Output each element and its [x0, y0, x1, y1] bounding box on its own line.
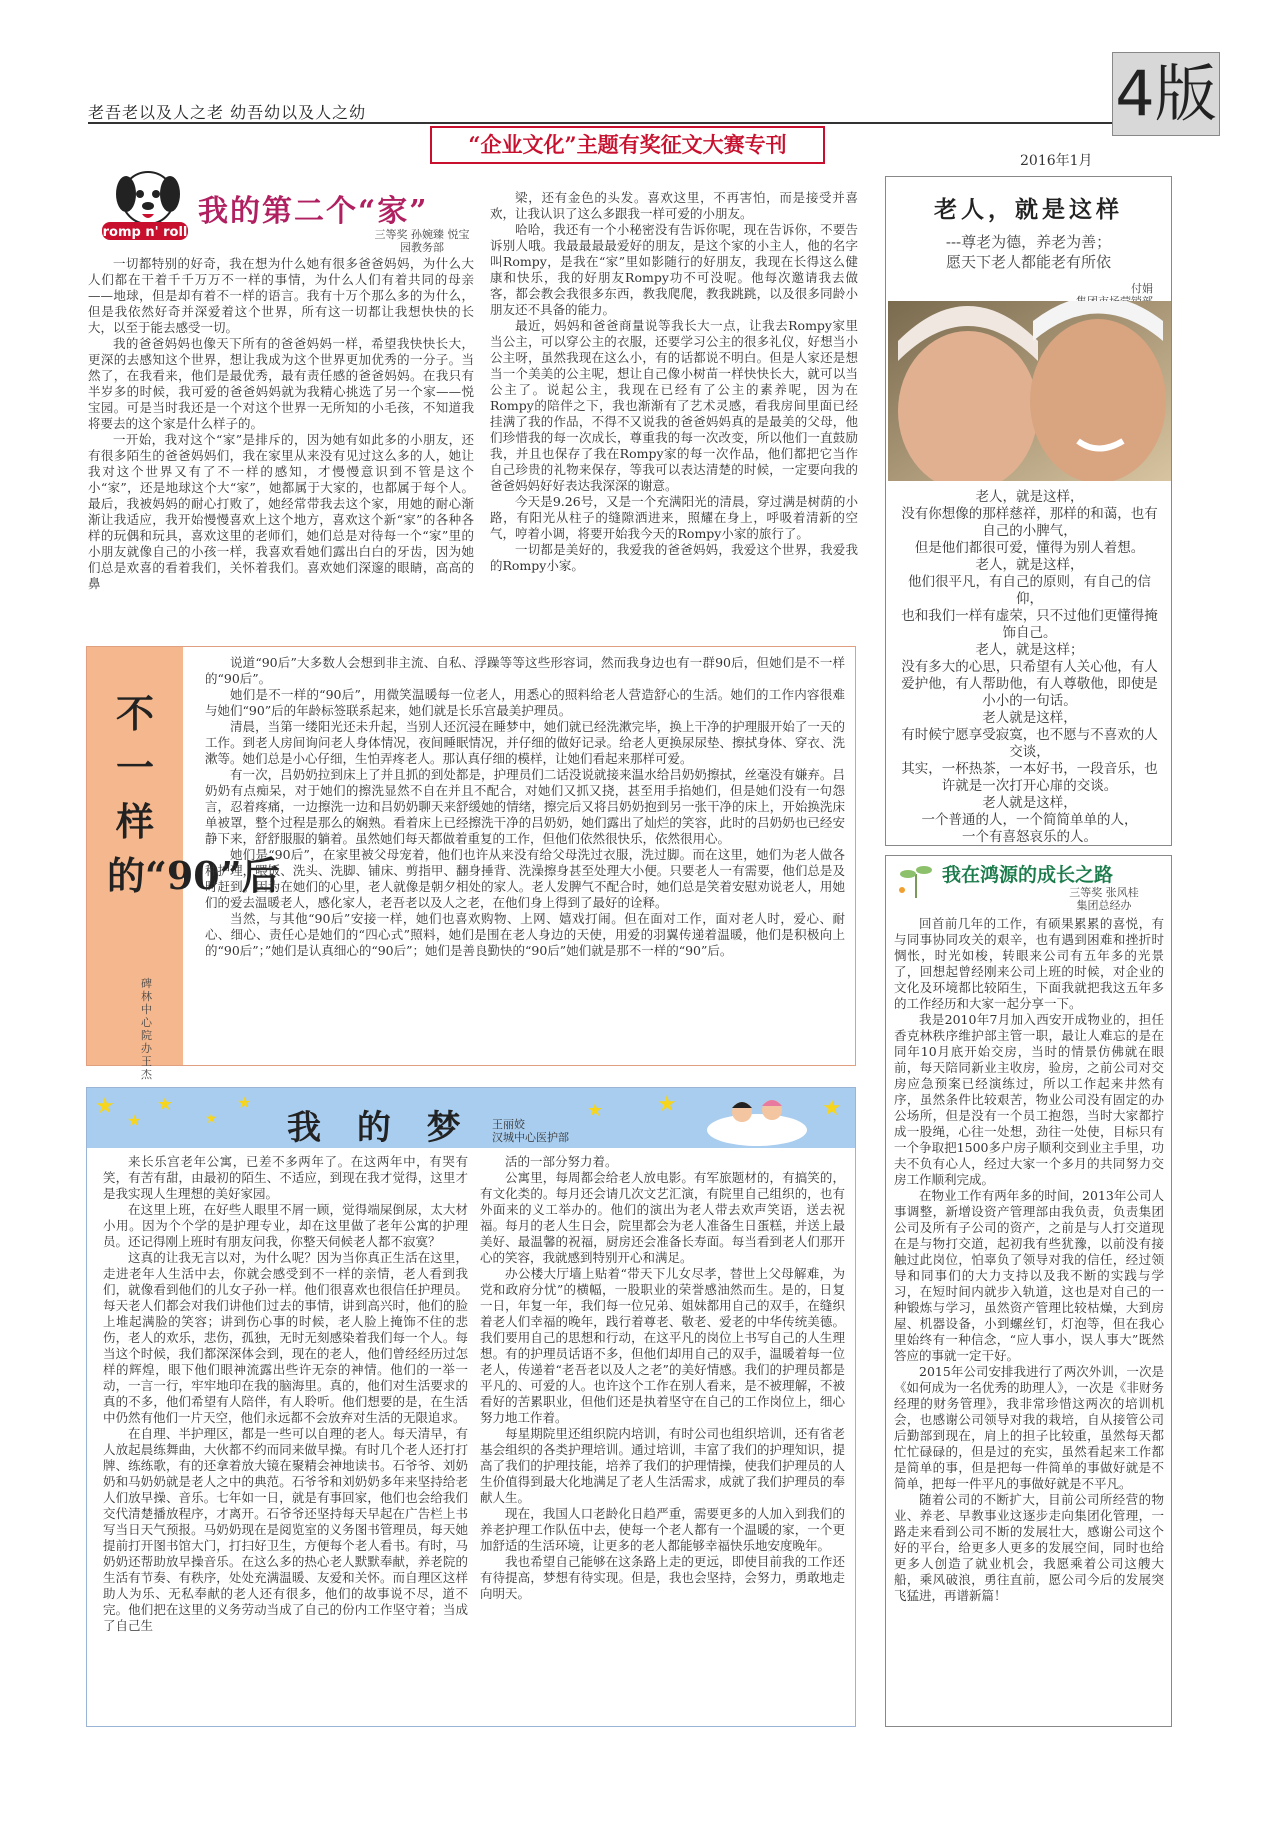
growth-title: 我在鸿源的成长之路	[942, 864, 1114, 886]
paragraph: 我也希望自己能够在这条路上走的更远，即使目前我的工作还有待提高，梦想有待实现。但是，我也会坚持，会努力，勇敢地走向明天。	[480, 1554, 845, 1601]
article-byline: 三等奖 孙婉臻 悦宝园教务部	[374, 228, 470, 254]
paragraph: 说道“90后”大多数人会想到非主流、自私、浮躁等等这些形容词，然而我身边也有一群90后，但她们是不一样的“90后”。	[205, 655, 845, 686]
star-icon: ★	[237, 1093, 252, 1112]
header-motto: 老吾老以及人之老 幼吾幼以及人之幼	[88, 103, 367, 122]
poem-line: 一个有喜怒哀乐的人。	[962, 829, 1097, 845]
kids-on-cloud-illustration	[702, 1088, 812, 1148]
star-icon: ★	[587, 1100, 604, 1121]
poem-text	[896, 489, 1163, 846]
poem-line: 有时候宁愿享受寂寞，也不愿与不喜欢的人交谈，	[901, 727, 1158, 760]
paragraph: 2015年公司安排我进行了两次外训，一次是《如何成为一名优秀的助理人》，一次是《非财务经理的财务管理》，我非常珍惜这两次的培训机会，也感谢公司领导对我的栽培，自从接管公司后勤部到现在，肩上的担子比较重，虽然每天都忙忙碌碌的，但是过的充实，虽然看起来工作都是简单的事，但是把每一件简单的事做好就是不简单，把每一件平凡的事做好就是不平凡。	[894, 1364, 1164, 1491]
paragraph: 一切都特别的好奇，我在想为什么她有很多爸爸妈妈，为什么大人们都在干着千千万万不一样的事情，为什么人们有着共同的母亲——地球，但是却有着不一样的语言。我有十万个那么多的为什么，但是我依然好奇并深爱着这个世界，所有这一切都让我想快快的长大，以至于能去感受一切。	[88, 256, 474, 335]
article-column-right	[490, 190, 858, 630]
poem-line: 其实，一杯热茶，一本好书，一段音乐，也许就是一次打开心扉的交谈。	[901, 761, 1158, 794]
paragraph: 每星期院里还组织院内培训，有时公司也组织培训，还有省老基会组织的各类护理培训。通过培训，丰富了我们的护理知识，提高了我们的护理技能，培养了我们的护理情操，使我们护理员的人生价值得到最大化地满足了老人生活需求，成就了我们护理员的奉献人生。	[480, 1426, 845, 1505]
poem-subtitle: ---尊老为德，养老为善；	[945, 233, 1112, 251]
paragraph: 这真的让我无言以对，为什么呢？因为当你真正生活在这里，走进老年人生活中去，你就会感受到不一样的亲情，老人看到我们，就像看到他们的儿女子孙一样。他们很喜欢也很信任护理员。每天老人们都会对我们讲他们过去的事情，讲到高兴时，他们的脸上堆起满脸的笑容；讲到伤心事的时候，老人脸上掩饰不住的悲伤，老人的欢乐，悲伤，孤独，无时无刻感染着我们每一个人。每当这个时候，我们都深深体会到，现在的老人，他们曾经经历过怎样的辉煌，眼下他们眼神流露出些许无奈的神情。他们的一举一动，一言一行，牢牢地印在我的脑海里。真的，他们对生活要求的真的不多，他们希望有人陪伴，有人聆听。他们想要的是，在生活中仍然有他们一片天空，他们永远都不会放弃对生活的无限追求。	[103, 1250, 468, 1425]
rompy-dog-logo	[100, 168, 190, 244]
poem-line: 也和我们一样有虚荣，只不过他们更懂得掩饰自己。	[901, 608, 1158, 641]
poem-title: 老人，就是这样	[934, 196, 1123, 223]
paragraph: 办公楼大厅墙上贴着“带天下儿女尽孝，替世上父母解难，为党和政府分忧”的横幅，一股职业的荣誉感油然而生。是的，日复一日，年复一年，我们每一位兄弟、姐妹都用自己的双手，在缝织着老人们幸福的晚年，践行着尊老、敬老、爱老的中华传统美德。我们要用自己的思想和行动，在这平凡的岗位上书写自己的人生理想。有的护理员话语不多，但他们却用自己的双手，温暖着每一位老人，传递着“老吾老以及人之老”的美好情感。我们的护理员都是平凡的、可爱的人。也许这个工作在别人看来，是不被理解，不被看好的苦累职业，但他们还是执着坚守在自己的工作岗位上，细心努力地工作着。	[480, 1266, 845, 1425]
star-icon: ★	[205, 1111, 218, 1127]
paragraph: 现在，我国人口老龄化日趋严重，需要更多的人加入到我们的养老护理工作队伍中去，使每一个老人都有一个温暖的家，一个更加舒适的生活环境，让更多的老人都能够幸福快乐地安度晚年。	[480, 1506, 845, 1553]
paragraph: 在这里上班，在好些人眼里不屑一顾，觉得端屎倒尿，太大材小用。因为个个学的是护理专业，却在这里做了老年公寓的护理员。还记得刚上班时有朋友问我，你整天伺候老人都不寂寞？	[103, 1202, 468, 1249]
issue-date: 2016年1月	[1020, 153, 1093, 169]
poem-box	[885, 176, 1172, 846]
star-icon: ★	[822, 1096, 842, 1121]
paragraph: 我是2010年7月加入西安开成物业的，担任香克林秩序维护部主管一职，最让人难忘的是在同年10月底开始交房，当时的情景仿佛就在眼前，每天陪同新业主收房，验房，之前公司对交房应急预案已经演练过，所以工作起来井然有序，虽然条件比较艰苦，物业公司没有固定的办公场所，但是没有一个员工抱怨，当时大家都拧成一股绳，心往一处想，劲往一处使，目标只有一个争取把1500多户房子顺利交到业主手里，功夫不负有心人，经过大家一个多月的共同努力交房工作顺利完成。	[894, 1012, 1164, 1187]
header-rule	[88, 122, 1148, 124]
dream-title: 我 的 梦	[287, 1108, 473, 1148]
plant-illustration	[894, 860, 938, 900]
paragraph: 今天是9.26号，又是一个充满阳光的清晨，穿过满是树荫的小路，有阳光从柱子的缝隙洒进来，照耀在身上，呼吸着清新的空气，哼着小调，将要开始我今天的Rompy小家的旅行了。	[490, 494, 858, 541]
paragraph: 随着公司的不断扩大，目前公司所经营的物业、养老、早教事业这逐步走向集团化管理，一路走来看到公司不断的发展壮大，感谢公司这个好的平台，给更多人更多的发展空间，同时也给更多人创造了就业机会，我愿乘着公司这艘大船，乘风破浪，勇往直前，愿公司今后的发展突飞猛进，再谱新篇！	[894, 1492, 1164, 1603]
article-title: 我的第二个“家”	[198, 194, 429, 229]
paragraph: 回首前几年的工作，有硕果累累的喜悦，有与同事协同攻关的艰辛，也有遇到困难和挫折时惆怅，时光如梭，转眼来公司有五年多的光景了，回想起曾经刚来公司上班的时候，对企业的文化及环境都比较陌生，下面我就把我这五年多的工作经历和大家一起分享一下。	[894, 916, 1164, 1011]
growth-author: 三等奖 张风桂	[1069, 886, 1139, 899]
special-issue-banner: “企业文化”主题有奖征文大赛专刊	[430, 126, 825, 164]
paragraph: 当然，与其他“90后”安接一样，她们也喜欢购物、上网、嬉戏打闹。但在面对工作，面对老人时，爱心、耐心、细心、责任心是她们的“四心式”照料，她们是围在老人身边的天使，用爱的羽翼传递着温暖，他们是积极向上的“90后”；”她们是认真细心的“90后”；她们是善良勤快的“90后”她们就是那不一样的“90”后。	[205, 911, 845, 958]
paragraph: 她们是不一样的“90后”，用微笑温暖每一位老人，用悉心的照料给老人营造舒心的生活。她们的工作内容很难与她们“90”后的年龄标签联系起来，她们就是长乐宫最美护理员。	[205, 687, 845, 718]
poem-line: 但是他们都很可爱，懂得为别人着想。	[914, 540, 1145, 556]
paragraph: 有一次，吕奶奶拉到床上了并且抓的到处都是，护理员们二话没说就接来温水给吕奶奶擦拭，丝毫没有嫌弃。吕奶奶有点痴呆，对于她们的擦洗显然不自在并且不配合，对她们又抓又挠，甚至用手掐她们，但是她们没有一句怨言，忍着疼痛，一边擦洗一边和吕奶奶聊天来舒缓她的情绪，擦完后又将吕奶奶抱到另一张干净的床上，开始换洗床单被罩，整个过程是那么的娴熟。看着床上已经擦洗干净的吕奶奶，她们露出了灿烂的笑容，此时的吕奶奶也已经安静下来，舒舒服服的躺着。虽然她们每天都做着重复的工作，但他们依然很快乐，依然很用心。	[205, 767, 845, 846]
poem-line: 老人就是这样，	[982, 710, 1077, 726]
poem-author: 付娟	[1131, 282, 1153, 295]
growth-box	[885, 855, 1172, 1727]
paragraph: 最近，妈妈和爸爸商量说等我长大一点，让我去Rompy家里当公主，可以穿公主的衣服，还要学习公主的很多礼仪，好想当小公主呀，虽然我现在这么小，有的话都说不明白。但是人家还是想当一个美美的公主呢，想让自己像小树苗一样快快长大，就可以当公主了。说起公主，我现在已经有了公主的素养呢，因为在Rompy的陪伴之下，我也渐渐有了艺术灵感，看我房间里面已经挂满了我的作品，不得不又说我的爸爸妈妈真的是最美的父母，他们珍惜我的每一次成长，尊重我的每一次改变，所以他们一直鼓励我，并且也保存了我在Rompy家的每一次作品，他们都把它当作自己珍贵的礼物来保存，等我可以表达清楚的时候，一定要向我的爸爸妈妈好好表达我深深的谢意。	[490, 318, 858, 493]
dream-box	[86, 1087, 856, 1727]
poem-subtitle: 愿天下老人都能老有所依	[945, 253, 1111, 271]
star-icon: ★	[95, 1094, 115, 1119]
dream-author: 王丽姣	[492, 1118, 525, 1131]
paragraph: 公寓里，每周都会给老人放电影。有军旅题材的，有搞笑的，有文化类的。每月还会请几次文艺汇演，有院里自己组织的，也有外面来的义工举办的。他们的演出为老人带去欢声笑语，送去祝福。每月的老人生日会，院里都会为老人准备生日蛋糕，并送上最美好、最温馨的祝福，厨房还会准备长寿面。每当看到老人们那开心的笑容，我就感到特别开心和满足。	[480, 1170, 845, 1265]
article-column-left	[88, 256, 474, 634]
poem-line: 他们很平凡，有自己的原则，有自己的信仰，	[908, 574, 1151, 607]
dream-author-dept: 汉城中心医护部	[492, 1131, 569, 1144]
dream-header	[87, 1088, 855, 1148]
poem-line: 老人，就是这样，	[975, 489, 1084, 505]
paragraph: 在物业工作有两年多的时间，2013年公司人事调整，新增设资产管理部由我负责，负责集团公司及所有子公司的资产，之前是与人打交道现在是与物打交道，起初我有些犹豫，以前没有接触过此岗位，怕辜负了领导对我的信任，经过领导和同事们的大力支持以及我不断的实践与学习，在短时间内就步入轨道，这也是对自己的一种锻炼与学习，虽然资产管理比较枯燥，大到房屋、机器设备，小到螺丝钉，灯泡等，但在我心里始终有一种信念，“应人事小，误人事大”既然答应的事就一定干好。	[894, 1188, 1164, 1363]
paragraph: 哈哈，我还有一个小秘密没有告诉你呢，现在告诉你，不要告诉别人哦。我最最最最爱好的朋友，是这个家的小主人，他的名字叫Rompy，是我在“家”里如影随行的好朋友，我现在长得这么健康和快乐，我的好朋友Rompy功不可没呢。他每次邀请我去做客，都会教会我很多东西，教我爬爬，教我跳跳，以及很多同龄小朋友还不具备的能力。	[490, 222, 858, 317]
star-icon: ★	[657, 1092, 677, 1117]
poem-line: 一个普通的人，一个简简单单的人，	[921, 812, 1138, 828]
paragraph: 一开始，我对这个“家”是排斥的，因为她有如此多的小朋友，还有很多陌生的爸爸妈妈们，我在家里从来没有见过这么多的人，她让我对这个世界又有了不一样的感知，才慢慢意识到不管是这个小“家”，还是地球这个大“家”，她都属于大家的，也都属于每个人。最后，我被妈妈的耐心打败了，她经常带我去这个家，用她的耐心渐渐让我适应，我开始慢慢喜欢上这个地方，喜欢这个新“家”的各种各样的玩偶和玩具，喜欢这里的老师们，她们总是对待每一个“家”里的小朋友就像自己的小孩一样，我喜欢看她们露出白白的牙齿，因为她们总是欢喜的看着我们，关怀着我们。喜欢她们深邃的眼睛，高高的鼻	[88, 432, 474, 591]
elderly-couple-photo	[888, 301, 1171, 481]
paragraph: 活的一部分努力着。	[505, 1154, 618, 1169]
poem-line: 老人就是这样，	[982, 795, 1077, 811]
feature-sidebar	[87, 647, 280, 1081]
poem-line: 老人，就是这样，	[975, 557, 1084, 573]
poem-line: 没有你想像的那样慈祥，那样的和蔼，也有自己的小脾气，	[901, 506, 1158, 539]
paragraph: 梁，还有金色的头发。喜欢这里，不再害怕，而是接受并喜欢，让我认识了这么多跟我一样可爱的小朋友。	[490, 190, 858, 221]
paragraph: 她们是“90后”，在家里被父母宠着，他们也许从来没有给父母洗过衣服，洗过脚。而在这里，她们为老人做各种护理，喂饭、洗头、洗脚、铺床、剪指甲、翻身捶背、洗澡擦身甚至处理大小便。只要老人一有需要，他们总是及时赶到。因为在她们的心里，老人就像是朝夕相处的家人。老人发脾气不配合时，她们总是笑着安慰劝说老人，用她们的爱去温暖老人，感化家人，老吾老以及人之老，在他们身上得到了最好的诠释。	[205, 847, 845, 910]
feature-text	[205, 655, 845, 1060]
poem-line: 没有多大的心思，只希望有人关心他，有人爱护他，有人帮助他，有人尊敬他，即使是小小的一句话。	[901, 659, 1158, 709]
paragraph: 我的爸爸妈妈也像天下所有的爸爸妈妈一样，希望我快快长大，更深的去感知这个世界，想让我成为这个世界更加优秀的一分子。当然了，在我看来，他们是最优秀，最有责任感的爸爸妈妈。在我只有半岁多的时候，我可爱的爸爸妈妈就为我精心挑选了另一个家——悦宝园。可是当时我还是一个对这个世界一无所知的小毛孩，不知道我将要去的这个家是什么样子的。	[88, 336, 474, 431]
paragraph: 清晨，当第一缕阳光还未升起，当别人还沉浸在睡梦中，她们就已经洗漱完毕，换上干净的护理服开始了一天的工作。到老人房间询问老人身体情况，夜间睡眠情况，并仔细的做好记录。给老人更换尿尿垫、擦拭身体、穿衣、洗漱等。她们总是小心仔细，生怕弄疼老人。那认真仔细的模样，让她们看起来那样可爱。	[205, 719, 845, 766]
paragraph: 一切都是美好的，我爱我的爸爸妈妈，我爱这个世界，我爱我的Rompy小家。	[490, 542, 858, 573]
paragraph: 来长乐宫老年公寓，已差不多两年了。在这两年中，有哭有笑，有苦有甜，由最初的陌生、不适应，到现在我才觉得，这里才是我实现人生理想的美好家园。	[103, 1154, 468, 1201]
edition-label: 4版	[1112, 52, 1220, 136]
poem-line: 老人，就是这样；	[975, 642, 1084, 658]
star-icon: ★	[127, 1111, 142, 1130]
growth-text	[894, 916, 1164, 1724]
growth-author-dept: 集团总经办	[1076, 899, 1132, 912]
star-icon: ★	[157, 1094, 174, 1115]
dream-column-right	[480, 1154, 845, 1719]
feature-title: 不一样的“90”后	[107, 691, 280, 898]
logo-text: romp n' roll	[102, 225, 188, 240]
dream-column-left	[103, 1154, 468, 1719]
feature-box-90s	[86, 646, 856, 1081]
feature-byline: 碑林中心院办 王杰	[141, 977, 152, 1081]
paragraph: 在自理、半护理区，都是一些可以自理的老人。每天清早，有人放起晨练舞曲，大伙都不约而同来做早操。有时几个老人还打打牌、练练歌，有的还拿着放大镜在聚精会神地读书。石爷爷、刘奶奶和马奶奶就是老人之中的典范。石爷爷和刘奶奶多年来坚持给老人们放早操、音乐。七年如一日，就是有事回家，他们也会给我们交代清楚播放程序，才离开。石爷爷还坚持每天早起在广告栏上书写当日天气预报。马奶奶现在是阅览室的义务图书管理员，每天她提前打开图书馆大门，打扫好卫生，方便每个老人看书。有时，马奶奶还帮助放早操音乐。在这么多的热心老人默默奉献，养老院的生活有节奏、有秩序，处处充满温暖、友爱和关怀。而自理区这样助人为乐、无私奉献的老人还有很多，他们的故事说不尽，道不完。他们把在这里的义务劳动当成了自己的份内工作坚守着；当成了自己生	[103, 1426, 468, 1633]
